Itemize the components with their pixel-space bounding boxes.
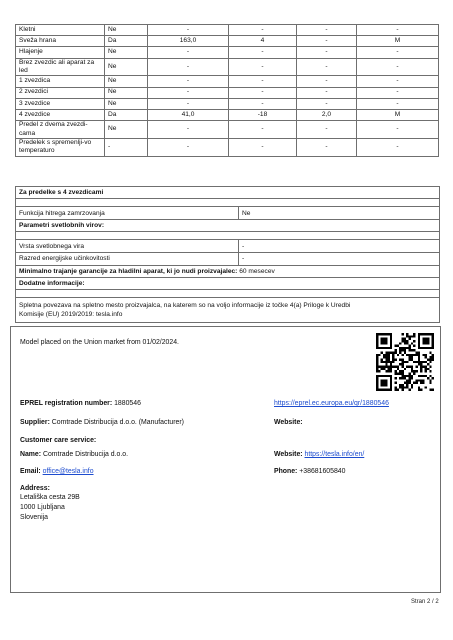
info-section [15, 186, 440, 323]
reg-number: 1880546 [114, 400, 141, 407]
compartment-value: - [229, 58, 297, 76]
compartment-value: - [357, 87, 439, 98]
additional-text [16, 298, 439, 323]
address-line: 1000 Ljubljana [20, 504, 65, 511]
website-label: Website: [274, 419, 303, 426]
address-label: Address: [20, 485, 50, 492]
supplier-label: Supplier: [20, 419, 50, 426]
compartment-value: - [297, 36, 357, 47]
market-text: Model placed on the Union market from 01/02/2024. [20, 339, 179, 346]
compartment-value: - [148, 98, 229, 109]
warranty-label: Minimalno trajanje garancije za hladilni aparat, ki jo nudi proizvajalec: [19, 267, 238, 275]
additional-text-line: Komisije (EU) 2019/2019: tesla.info [19, 311, 123, 319]
compartment-name: Sveža hrana [16, 36, 105, 47]
name-label: Name: [20, 451, 42, 458]
compartment-present: Ne [105, 58, 148, 76]
compartment-value: - [297, 58, 357, 76]
eprel-box [10, 326, 441, 593]
compartment-value: - [148, 87, 229, 98]
compartment-value: - [297, 121, 357, 139]
compartment-value: - [297, 87, 357, 98]
website2-link[interactable]: https://tesla.info/en/ [304, 451, 365, 458]
supplier [20, 419, 184, 426]
table-row [16, 36, 439, 47]
light-type-label: Vrsta svetlobnega vira [16, 240, 239, 252]
compartments-table [15, 24, 439, 157]
compartment-value: - [148, 121, 229, 139]
table-row [16, 76, 439, 87]
address-line: Letališka cesta 29B [20, 494, 80, 501]
compartment-name: Kletni [16, 25, 105, 36]
compartment-value: 4 [229, 36, 297, 47]
email-link[interactable]: office@tesla.info [42, 468, 94, 475]
address-line: Slovenija [20, 514, 48, 521]
compartments-table-body [16, 25, 439, 157]
light-class-label: Razred energijske učinkovitosti [16, 253, 239, 265]
compartment-value: - [297, 47, 357, 58]
light-type-row [16, 240, 439, 253]
compartment-name: Brez zvezdic ali aparat za led [16, 58, 105, 76]
spacer [16, 199, 439, 207]
compartment-value: - [357, 98, 439, 109]
compartment-value: - [357, 58, 439, 76]
spacer [16, 290, 439, 298]
phone-label: Phone: [274, 468, 298, 475]
care-phone [274, 468, 345, 475]
table-row [16, 47, 439, 58]
table-row [16, 121, 439, 139]
warranty-row [16, 266, 439, 278]
compartment-present: Ne [105, 25, 148, 36]
eprel-link[interactable]: https://eprel.ec.europa.eu/qr/1880546 [274, 400, 389, 407]
compartment-value: - [229, 121, 297, 139]
compartment-name: 3 zvezdice [16, 98, 105, 109]
compartment-name: 1 zvezdica [16, 76, 105, 87]
compartment-value: - [229, 47, 297, 58]
care-website [274, 451, 364, 458]
table-row [16, 87, 439, 98]
care-email [20, 468, 94, 475]
compartment-value: - [297, 25, 357, 36]
compartment-present: Da [105, 36, 148, 47]
supplier-value: Comtrade Distribucija d.o.o. (Manufacturer) [51, 419, 184, 426]
email-label: Email: [20, 468, 41, 475]
compartment-value: 41,0 [148, 109, 229, 120]
website2-label: Website: [274, 451, 303, 458]
compartment-value: M [357, 36, 439, 47]
compartment-name: 4 zvezdice [16, 109, 105, 120]
quick-freeze-label: Funkcija hitrega zamrzovanja [16, 207, 239, 219]
compartment-value: - [297, 76, 357, 87]
light-class-value: - [242, 255, 245, 263]
compartment-name: 2 zvezdici [16, 87, 105, 98]
compartment-value: - [229, 25, 297, 36]
compartment-value: - [148, 138, 229, 156]
compartment-name: Predelek s spremenlji-vo temperaturo [16, 138, 105, 156]
spacer [16, 232, 439, 240]
additional-heading: Dodatne informacije: [16, 278, 439, 290]
light-type-value: - [242, 242, 245, 250]
compartment-present: - [105, 138, 148, 156]
compartment-value: - [357, 47, 439, 58]
compartment-name: Predel z dvema zvezdi-cama [16, 121, 105, 139]
compartment-value: 2,0 [297, 109, 357, 120]
compartment-present: Ne [105, 98, 148, 109]
light-heading: Parametri svetlobnih virov: [16, 220, 439, 232]
name-value: Comtrade Distribucija d.o.o. [42, 451, 129, 458]
compartment-present: Ne [105, 47, 148, 58]
compartment-value: - [148, 47, 229, 58]
eprel-registration [20, 400, 141, 407]
compartment-value: - [357, 25, 439, 36]
phone-value: +38681605840 [299, 468, 346, 475]
compartment-value: - [148, 25, 229, 36]
compartment-value: - [229, 87, 297, 98]
reg-label: EPREL registration number: [20, 400, 113, 407]
compartment-value: - [357, 76, 439, 87]
compartment-present: Ne [105, 76, 148, 87]
table-row [16, 25, 439, 36]
page-number: Stran 2 / 2 [411, 599, 439, 605]
compartment-value: -18 [229, 109, 297, 120]
quick-freeze-row [16, 207, 439, 220]
compartment-present: Da [105, 109, 148, 120]
table-row [16, 109, 439, 120]
compartment-value: - [148, 58, 229, 76]
light-class-row [16, 253, 439, 266]
compartment-value: M [357, 109, 439, 120]
table-row [16, 58, 439, 76]
additional-text-line: Spletna povezava na spletno mesto proizvajalca, na katerem so na voljo informacije iz točke 4(a) Priloge k Uredbi [19, 302, 351, 310]
care-name [20, 451, 128, 458]
compartment-value: - [357, 121, 439, 139]
compartment-present: Ne [105, 121, 148, 139]
qr-code-icon [376, 333, 434, 391]
compartment-value: 163,0 [148, 36, 229, 47]
table-row [16, 98, 439, 109]
compartment-value: - [297, 98, 357, 109]
warranty-value: 60 mesecev [239, 267, 275, 275]
four-star-heading: Za predelke s 4 zvezdicami [16, 187, 439, 199]
compartment-value: - [229, 76, 297, 87]
customer-care-label: Customer care service: [20, 437, 97, 444]
compartment-value: - [297, 138, 357, 156]
quick-freeze-value: Ne [242, 209, 251, 217]
compartment-value: - [357, 138, 439, 156]
compartment-value: - [229, 98, 297, 109]
compartment-present: Ne [105, 87, 148, 98]
compartment-value: - [148, 76, 229, 87]
table-row [16, 138, 439, 156]
compartment-value: - [229, 138, 297, 156]
compartment-name: Hlajenje [16, 47, 105, 58]
